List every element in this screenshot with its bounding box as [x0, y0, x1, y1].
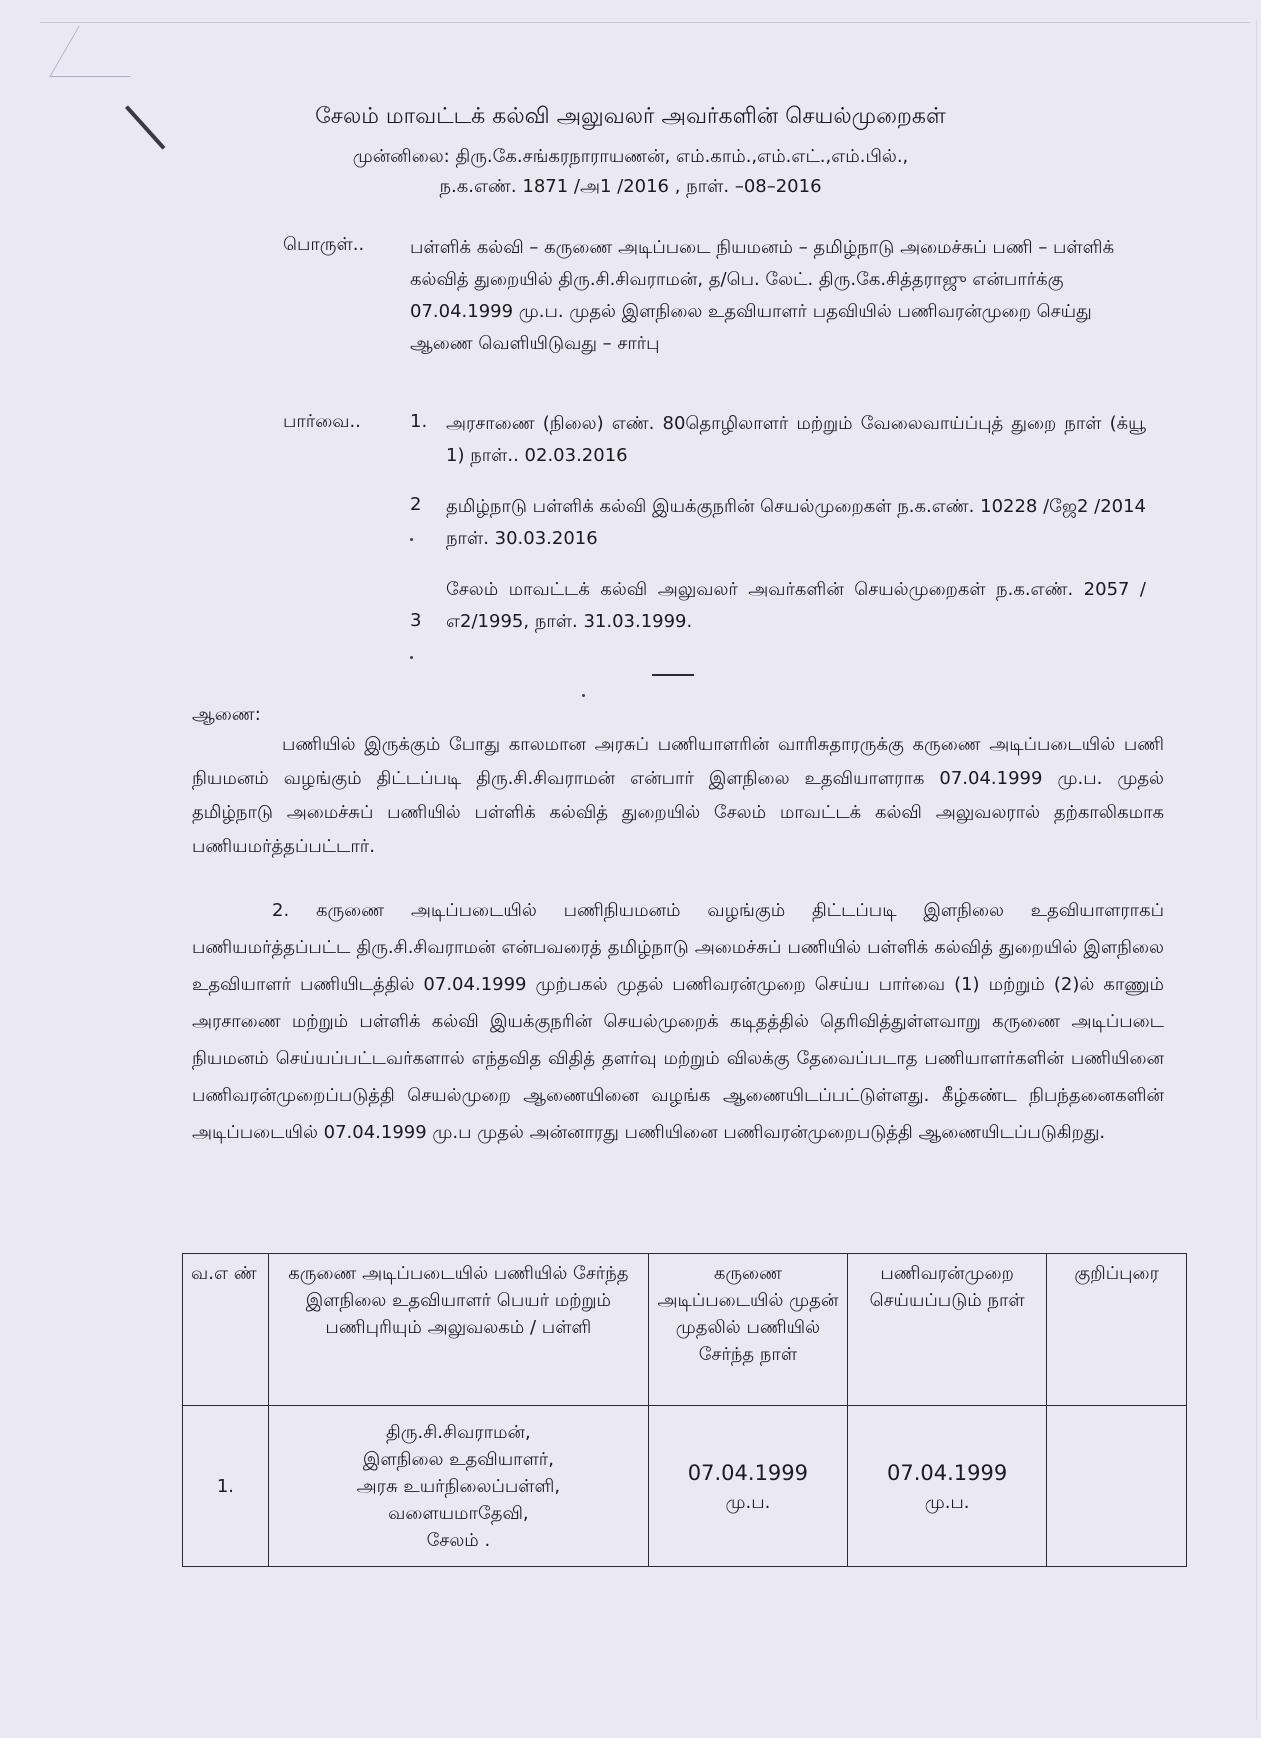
scan-edge-line — [40, 22, 1250, 23]
header-employee-details: கருணை அடிப்படையில் பணியில் சேர்ந்த இளநிலை உதவியாளர் பெயர் மற்றும் பணிபுரியும் அலுவலகம் / பள்ளி — [268, 1254, 648, 1406]
header-serial-number: வ.எ ண் — [183, 1254, 269, 1406]
row-joining-date — [648, 1406, 847, 1567]
joining-date-value: 07.04.1999 — [687, 1460, 809, 1485]
row-serial-number: 1. — [183, 1406, 269, 1567]
row-remarks — [1047, 1406, 1187, 1567]
employee-designation: இளநிலை உதவியாளர், — [362, 1448, 554, 1470]
office-title: சேலம் மாவட்டக் கல்வி அலுவலர் அவர்களின் செயல்முறைகள் — [315, 104, 946, 129]
reference-label: பார்வை.. — [283, 411, 361, 432]
employee-school: அரசு உயர்நிலைப்பள்ளி, — [356, 1475, 561, 1497]
file-number-line: ந.க.எண். 1871 /அ1 /2016 , நாள். –08–2016 — [439, 176, 822, 197]
order-paragraph-1-text: பணியில் இருக்கும் போது காலமான அரசுப் பணியாளரின் வாரிசுதாரருக்கு கருணை அடிப்படையில் பணி நியமனம் வழங்கும் திட்டப்படி திரு.சி.சிவராமன் என்பார் இளநிலை உதவியாளராக 07.04.1999 மு.ப. முதல் தமிழ்நாடு அமைச்சுப் பணியில் பள்ளிக் கல்வித் துறையில் சேலம் மாவட்டக் கல்வி அலுவலரால் தற்காலிகமாக பணியமர்த்தப்பட்டார். — [192, 734, 1164, 857]
employee-district: சேலம் . — [426, 1529, 491, 1551]
speck — [410, 656, 413, 659]
table-header-row — [183, 1254, 1187, 1406]
speck — [582, 694, 585, 697]
section-divider — [652, 674, 694, 676]
employee-name: திரு.சி.சிவராமன், — [386, 1421, 531, 1443]
table-row — [183, 1406, 1187, 1567]
speck — [410, 538, 413, 541]
order-paragraph-2 — [192, 892, 1164, 1151]
regularisation-session: மு.ப. — [924, 1491, 970, 1513]
subject-text: பள்ளிக் கல்வி – கருணை அடிப்படை நியமனம் – தமிழ்நாடு அமைச்சுப் பணி – பள்ளிக் கல்வித் துறையில் திரு.சி.சிவராமன், த/பெ. லேட். திரு.கே.சித்தராஜு என்பார்க்கு 07.04.1999 மு.ப. முதல் இளநிலை உதவியாளர் பதவியில் பணிவரன்முறை செய்து ஆணை வெளியிடுவது – சார்பு — [410, 237, 1115, 354]
order-paragraph-1 — [192, 728, 1164, 864]
order-paragraph-2-text: 2. கருணை அடிப்படையில் பணிநியமனம் வழங்கும் திட்டப்படி இளநிலை உதவியாளராகப் பணியமர்த்தப்பட்ட திரு.சி.சிவராமன் என்பவரைத் தமிழ்நாடு அமைச்சுப் பணியில் பள்ளிக் கல்வித் துறையில் இளநிலை உதவியாளர் பணியிடத்தில் 07.04.1999 முற்பகல் முதல் பணிவரன்முறை செய்ய பார்வை (1) மற்றும் (2)ல் காணும் அரசாணை மற்றும் பள்ளிக் கல்வி இயக்குநரின் செயல்முறைக் கடிதத்தில் தெரிவித்துள்ளவாறு கருணை அடிப்படை நியமனம் செய்யப்பட்டவர்களால் எந்தவித விதித் தளர்வு மற்றும் விலக்கு தேவைப்படாத பணியாளர்களின் பணியினை பணிவரன்முறைப்படுத்தி செயல்முறை ஆணையினை வழங்க ஆணையிடப்பட்டுள்ளது. கீழ்கண்ட நிபந்தனைகளின் அடிப்படையில் 07.04.1999 மு.ப முதல் அன்னாரது பணியினை பணிவரன்முறைபடுத்தி ஆணையிடப்படுகிறது. — [192, 900, 1164, 1143]
order-label: ஆணை: — [192, 704, 261, 725]
regularisation-date-value: 07.04.1999 — [886, 1460, 1008, 1485]
header-joining-date: கருணை அடிப்படையில் முதன் முதலில் பணியில் சேர்ந்த நாள் — [648, 1254, 847, 1406]
reference-2-text: தமிழ்நாடு பள்ளிக் கல்வி இயக்குநரின் செயல்முறைகள் ந.க.எண். 10228 /ஜே2 /2014 நாள். 30.03.2016 — [446, 496, 1147, 549]
regularisation-table — [182, 1253, 1187, 1567]
row-employee-details — [268, 1406, 648, 1567]
reference-2-number: 2 — [410, 494, 422, 515]
reference-1-number: 1. — [410, 411, 428, 432]
reference-3-number: 3 — [410, 610, 422, 631]
header-regularisation-date: பணிவரன்முறை செய்யப்படும் நாள் — [847, 1254, 1046, 1406]
scan-edge-line-right — [1256, 20, 1257, 1720]
header-remarks: குறிப்புரை — [1047, 1254, 1187, 1406]
reference-1-text: அரசாணை (நிலை) எண். 80தொழிலாளர் மற்றும் வேலைவாய்ப்புத் துறை நாள் (க்யூ 1) நாள்.. 02.03.2016 — [446, 413, 1146, 466]
employee-village: வளையமாதேவி, — [388, 1502, 529, 1524]
pencil-corner-mark — [49, 26, 159, 77]
subject-label: பொருள்.. — [283, 234, 365, 255]
joining-session: மு.ப. — [725, 1491, 771, 1513]
presence-line: முன்னிலை: திரு.கே.சங்கரநாராயணன், எம்.காம்.,எம்.எட்.,எம்.பில்., — [352, 146, 909, 167]
reference-3-text: சேலம் மாவட்டக் கல்வி அலுவலர் அவர்களின் செயல்முறைகள் ந.க.எண். 2057 /எ2/1995, நாள். 31.03.1999. — [446, 579, 1146, 632]
row-regularisation-date — [847, 1406, 1046, 1567]
